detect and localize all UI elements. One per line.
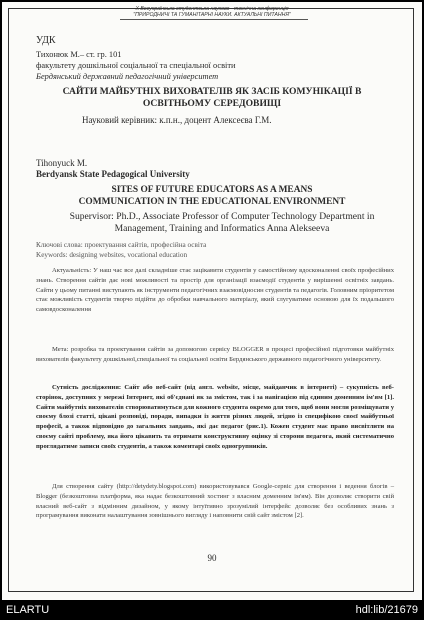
supervisor-en-line2: Management, Training and Informatics Anna Alekseeva <box>114 222 330 234</box>
keywords-en: Keywords: designing websites, vocational education <box>36 251 188 259</box>
paragraph-relevance: Актуальність: У наш час все далі складніше стає зацікавити студентів у самостійному вдосконаленні своїх професійних знань. Створення сайтів дає нові можливості та простір для організації взаємодії студентів у вирішенні освітніх завдань. Сайти у цьому питанні виступають як інструменти педагогічних взаємовідносин студентів та педагогів. Головним пріоритетом стає можливість студентів творчо підійти до обробки навчального матеріалу, який слугуватиме основою для їх подальшого самовдосконалення <box>36 267 394 314</box>
author-university: Бердянський державний педагогічний університет <box>36 72 219 81</box>
paragraph-aim: Мета: розробка та проектування сайтів за допомогою сервісу BLOGGER в процесі професійної підготовки майбутніх вихователів факультету дошкільної,спеціальної та соціальної освіти Бердянського державного педагогічного університету. <box>36 346 394 363</box>
title-en-line2: COMMUNICATION IN THE EDUCATIONAL ENVIRONMENT <box>78 197 346 207</box>
conference-header <box>2 6 422 18</box>
title-en-line1: SITES OF FUTURE EDUCATORS AS A MEANS <box>111 185 313 195</box>
author-en-university: Berdyansk State Pedagogical University <box>36 169 190 179</box>
udk-label: УДК <box>36 35 56 46</box>
footer-handle: hdl:lib/21679 <box>355 604 418 616</box>
title-ua-line2: ОСВІТНЬОМУ СЕРЕДОВИЩІ <box>142 98 282 109</box>
page-number: 90 <box>207 553 217 563</box>
supervisor-ua: Науковий керівник: к.п.н., доцент Алексеєва Г.М. <box>82 115 272 125</box>
title-ua <box>22 86 402 110</box>
keywords-ua: Ключові слова: проектування сайтів, професійна освіта <box>36 241 207 249</box>
document-page <box>2 2 422 600</box>
paragraph-creation: Для створення сайту (http://detydety.blogspot.com) використовувався Google-сервіс для створення і ведення блогів – Blogger (безкоштовна платформа, яка надає безкоштовний хостинг з власним доменним ім'ям). Він дозволяє створити свій власний веб-сайт з відмінним дизайном, у якому інтуїтивно зрозумілий інтерфейс дозволяє без особливих знань з програмування виконати налаштування зовнішнього вигляду і наповнити свій сайт змістом [2]. <box>36 483 394 520</box>
title-en <box>22 184 402 208</box>
author-faculty: факультету дошкільної соціальної та спеціальної освіти <box>36 61 236 70</box>
conference-header-line2: "ПРИРОДНИЧІ ТА ГУМАНІТАРНІ НАУКИ. АКТУАЛЬНІ ПИТАННЯ" <box>133 12 291 19</box>
paragraph-essence: Сутність дослідження: Сайт або веб-сайт (від англ. website, місце, майданчик в інтернеті) – сукупність веб-сторінок, доступних у мережі Інтернет, які об'єднані як за змістом, так і за навігацією під єдиним доменним ім'ям [1]. Сайти майбутніх вихователів створюватимуться для кожного студента окремо для того, щоб вони могли розміщувати у своєму блозі статті, цікаві розповіді, поради, випадки із життя різних людей, згідно із специфікою своєї майбутньої професії, а також відповідно до загальних завдань, які дає педагог (рис.1). Кожен студент має право висвітлити на своєму сайті проблему, яка його цікавить та отримати конструктивну оцінку зі сторони педагога, який систематично проглядатиме записи своїх студентів, а також коментарі своїх одногрупників. <box>36 384 394 450</box>
title-ua-line1: САЙТИ МАЙБУТНІХ ВИХОВАТЕЛІВ ЯК ЗАСІБ КОМУНІКАЦІЇ В <box>62 86 362 97</box>
author-ua: Тихонюк М.– ст. гр. 101 <box>36 50 122 59</box>
author-en-name: Tihonyuck M. <box>36 158 88 168</box>
supervisor-en <box>36 211 408 234</box>
conference-header-line1: X Всеукраїнська студентська науково - технічна конференція <box>135 6 289 12</box>
footer-repository: ELARTU <box>6 604 50 616</box>
supervisor-en-line1: Supervisor: Ph.D., Associate Professor of Computer Technology Department in <box>69 211 375 222</box>
header-rule <box>120 19 308 20</box>
